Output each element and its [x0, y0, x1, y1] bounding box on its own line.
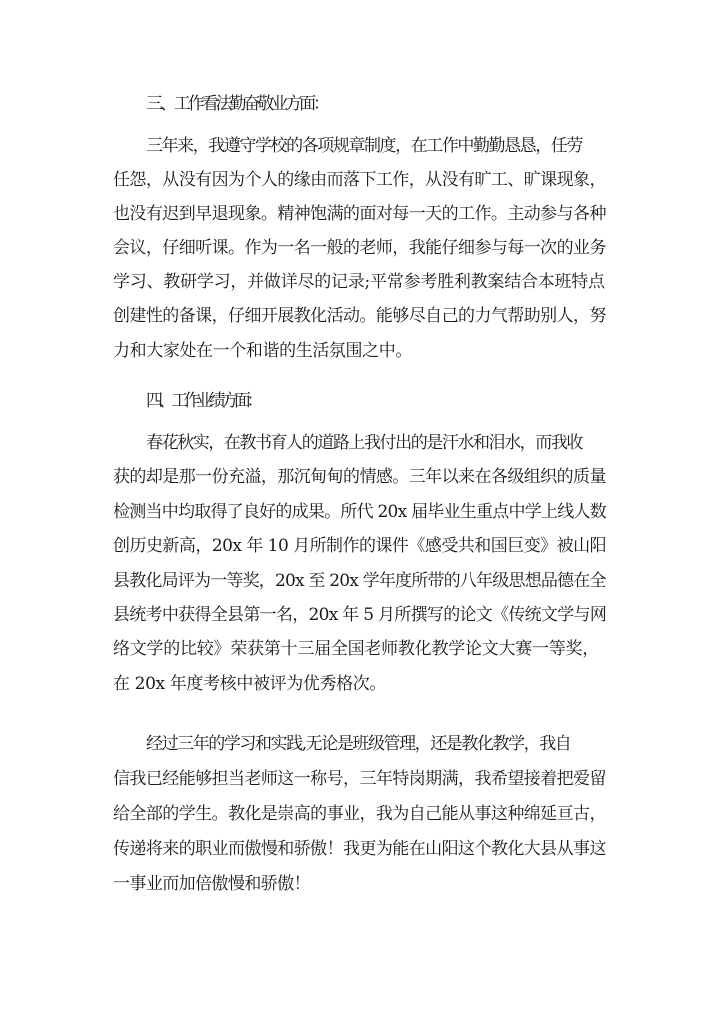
paragraph-line: 给全部的学生。教化是崇高的事业，我为自己能从事这种绵延亘古， — [113, 804, 606, 824]
paragraph-line: 也没有迟到早退现象。精神饱满的面对每一天的工作。主动参与各种 — [113, 204, 606, 224]
paragraph-line: 县教化局评为一等奖，20x 至 20x 学年度所带的八年级思想品德在全 — [113, 571, 606, 591]
paragraph-line: 在 20x 年度考核中被评为优秀格次。 — [113, 674, 386, 694]
paragraph-line: 任怨，从没有因为个人的缘由而落下工作，从没有旷工、旷课现象， — [113, 170, 606, 190]
paragraph-line: 会议，仔细听课。作为一名一般的老师，我能仔细参与每一次的业务 — [113, 238, 606, 258]
paragraph-line: 创历史新高，20x 年 10 月所制作的课件《感受共和国巨变》被山阳 — [113, 536, 607, 556]
paragraph-line: 一事业而加倍傲慢和骄傲！ — [113, 874, 311, 894]
paragraph-line: 获的却是那一份充溢，那沉甸甸的情感。三年以来在各级组织的质量 — [113, 467, 606, 487]
paragraph-line: 三年来，我遵守学校的各项规章制度，在工作中勤勤恳恳，任劳 — [146, 136, 582, 156]
paragraph-line: 县统考中获得全县第一名，20x 年 5 月所撰写的论文《传统文学与网 — [113, 605, 607, 625]
paragraph-line: 力和大家处在一个和谐的生活氛围之中。 — [113, 341, 412, 361]
paragraph-line: 信我已经能够担当老师这一称号，三年特岗期满，我希望接着把爱留 — [113, 769, 606, 789]
paragraph-line: 经过三年的学习和实践,无论是班级管理，还是教化教学，我自 — [146, 734, 571, 754]
paragraph-line: 络文学的比较》荣获第十三届全国老师教化教学论文大赛一等奖， — [113, 639, 600, 659]
paragraph-line: 春花秋实，在教书育人的道路上我付出的是汗水和泪水，而我收 — [146, 433, 582, 453]
paragraph-line: 传递将来的职业而傲慢和骄傲！我更为能在山阳这个教化大县从事这 — [113, 839, 606, 859]
paragraph-line: 创建性的备课，仔细开展教化活动。能够尽自己的力气帮助别人，努 — [113, 306, 606, 326]
section-heading-achievements: 四、工作业绩方面： — [146, 391, 260, 411]
paragraph-line: 检测当中均取得了良好的成果。所代 20x 届毕业生重点中学上线人数 — [113, 502, 606, 522]
section-heading-work-attitude: 三、工作看法勤奋敬业方面： — [146, 94, 327, 114]
paragraph-line: 学习、教研学习，并做详尽的记录;平常参考胜利教案结合本班特点 — [113, 272, 605, 292]
